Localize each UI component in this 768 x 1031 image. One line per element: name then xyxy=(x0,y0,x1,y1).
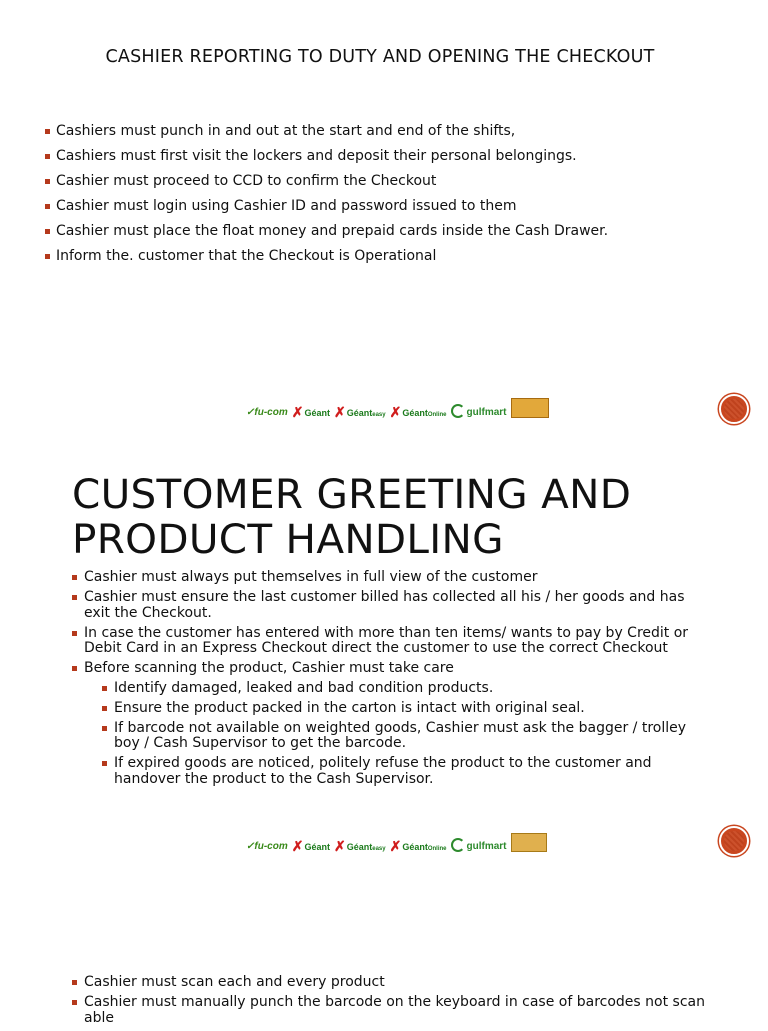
list-item: Cashier must manually punch the barcode on the keyboard in case of barcodes not scan able xyxy=(72,995,732,1026)
gulfmart-logo: gulfmart xyxy=(451,404,507,418)
logo-strip-top xyxy=(246,398,549,418)
gulfmart-logo: gulfmart xyxy=(451,838,507,852)
emblem-logo xyxy=(511,398,549,418)
emblem-logo xyxy=(511,833,547,852)
sub-list-item: If expired goods are noticed, politely refuse the product to the customer and handover the product to the Cash Supervisor. xyxy=(102,756,702,787)
list-item: Cashier must ensure the last customer billed has collected all his / her goods and has exit the Checkout. xyxy=(72,590,702,621)
list-item: Cashiers must first visit the lockers and deposit their personal belongings. xyxy=(45,144,745,169)
list-item: Cashier must always put themselves in full view of the customer xyxy=(72,570,702,586)
list-item: Cashier must scan each and every product xyxy=(72,975,732,991)
sub-list-item: Identify damaged, leaked and bad condition products. xyxy=(102,681,702,697)
list-item: Cashier must place the float money and prepaid cards inside the Cash Drawer. xyxy=(45,219,745,244)
list-item: Cashier must login using Cashier ID and password issued to them xyxy=(45,194,745,219)
slide1-bullet-list xyxy=(45,119,745,269)
sub-bullet-list xyxy=(84,681,702,788)
slide2-title-line1: CUSTOMER GREETING AND xyxy=(72,470,632,518)
list-item: Before scanning the product, Cashier must take care Identify damaged, leaked and bad condition products. Ensure the product packed in the carton is intact with original seal. If barcode not available on weighted goods, Cashier must ask the bagger / trolley boy / Cash Supervisor to get the barcode. If expired goods are noticed, politely refuse the product to the customer and handover the product to the Cash Supervisor. xyxy=(72,661,702,787)
list-item: Cashier must proceed to CCD to confirm the Checkout xyxy=(45,169,745,194)
geant-online-logo: ✗ Géant Online xyxy=(389,838,447,854)
slide1-title: CASHIER REPORTING TO DUTY AND OPENING THE CHECKOUT xyxy=(105,47,655,67)
logo-strip-bottom xyxy=(246,833,547,852)
slide3-bullet-list xyxy=(72,975,732,1031)
slide2-title xyxy=(72,472,712,562)
list-item: Inform the. customer that the Checkout is Operational xyxy=(45,244,745,269)
geant-easy-logo: ✗ Géant easy xyxy=(333,404,386,420)
slide2-title-line2: PRODUCT HANDLING xyxy=(72,515,504,563)
slide2-bullet-list xyxy=(72,570,702,792)
decorative-circle-icon xyxy=(719,394,749,424)
list-item: Cashiers must punch in and out at the start and end of the shifts, xyxy=(45,119,745,144)
sub-list-item: Ensure the product packed in the carton is intact with original seal. xyxy=(102,701,702,717)
geant-logo: ✗ Géant xyxy=(291,404,330,420)
fucom-logo: ✓fu-com xyxy=(246,407,288,418)
geant-easy-logo: ✗ Géant easy xyxy=(333,838,386,854)
decorative-circle-icon xyxy=(719,826,749,856)
geant-online-logo: ✗ Géant Online xyxy=(389,404,447,420)
sub-list-item: If barcode not available on weighted goods, Cashier must ask the bagger / trolley boy / Cash Supervisor to get the barcode. xyxy=(102,721,702,752)
list-item: In case the customer has entered with more than ten items/ wants to pay by Credit or Debit Card in an Express Checkout direct the customer to use the correct Checkout xyxy=(72,626,702,657)
fucom-logo: ✓fu-com xyxy=(246,841,288,852)
geant-logo: ✗ Géant xyxy=(291,838,330,854)
